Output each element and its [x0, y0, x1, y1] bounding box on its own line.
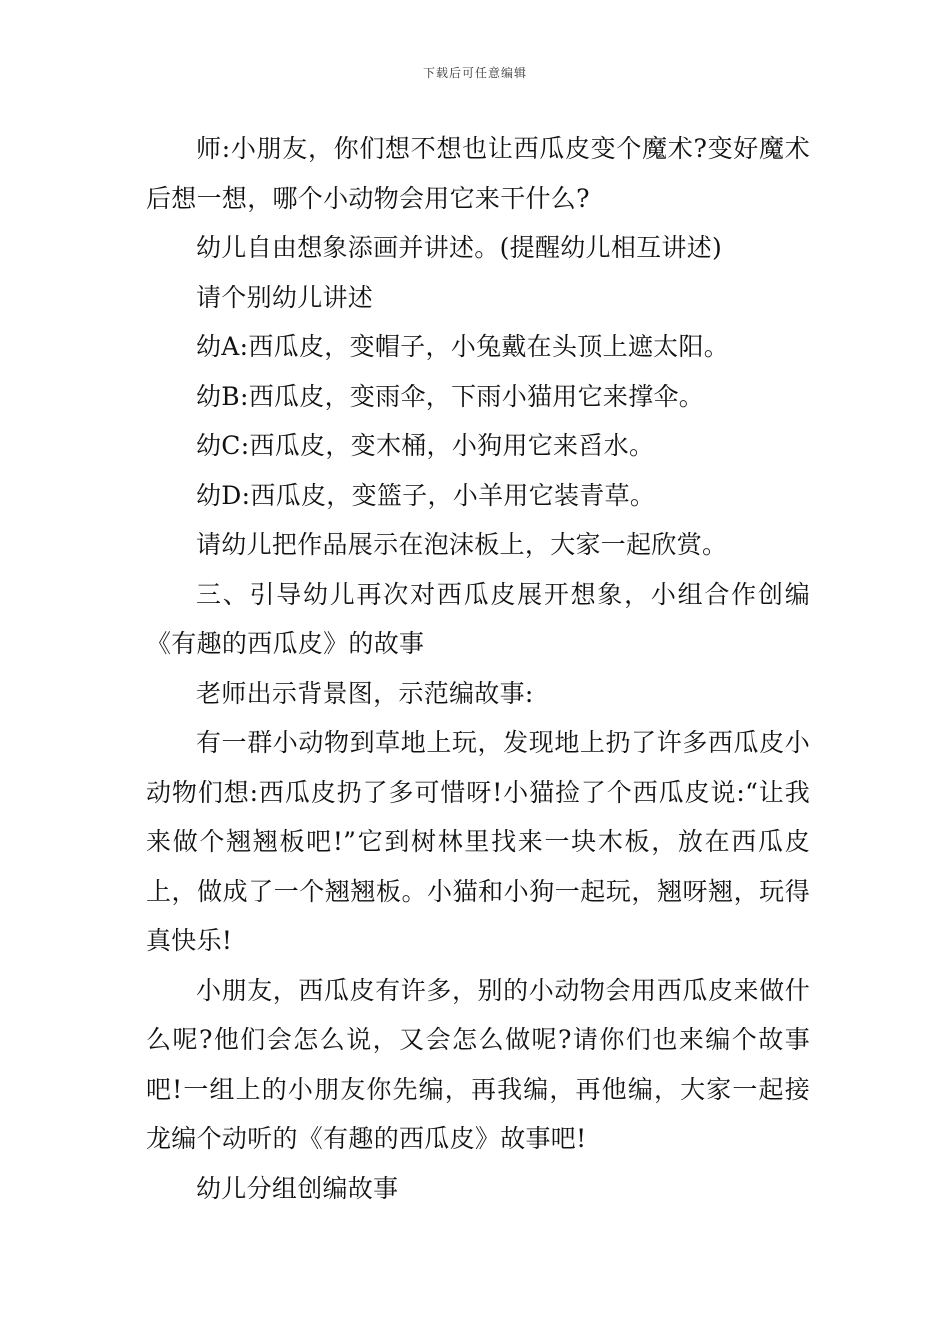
paragraph-group-story: 幼儿分组创编故事: [196, 1173, 399, 1203]
paragraph-individual-narration: 请个别幼儿讲述: [196, 282, 374, 312]
paragraph-child-c: 幼C:西瓜皮，变木桶，小狗用它来舀水。: [196, 431, 655, 460]
paragraph-story-example: 有一群小动物到草地上玩，发现地上扔了许多西瓜皮小动物们想:西瓜皮扔了多可惜呀!小猫捡了个西瓜皮说:“让我来做个翘翘板吧!”它到树林里找来一块木板，放在西瓜皮上，做成了一个翘翘板。小猫和小狗一起玩，翘呀翘，玩得真快乐!: [146, 728, 810, 955]
paragraph-child-b: 幼B:西瓜皮，变雨伞，下雨小猫用它来撑伞。: [196, 381, 705, 411]
paragraph-section-three: 三、引导幼儿再次对西瓜皮展开想象，小组合作创编《有趣的西瓜皮》的故事: [146, 579, 810, 658]
header-note: 下载后可任意编辑: [422, 66, 527, 80]
paragraph-child-a: 幼A:西瓜皮，变帽子，小兔戴在头顶上遮太阳。: [196, 332, 730, 361]
paragraph-story-prompt: 小朋友，西瓜皮有许多，别的小动物会用西瓜皮来做什么呢?他们会怎么说，又会怎么做呢?请你们也来编个故事吧!一组上的小朋友你先编，再我编，再他编，大家一起接龙编个动听的《有趣的西瓜皮》故事吧!: [146, 975, 810, 1153]
paragraph-display-works: 请幼儿把作品展示在泡沫板上，大家一起欣赏。: [196, 530, 728, 559]
paragraph-children-imagine: 幼儿自由想象添画并讲述。(提醒幼儿相互讲述): [196, 233, 723, 262]
paragraph-child-d: 幼D:西瓜皮，变篮子，小羊用它装青草。: [196, 480, 656, 510]
paragraph-teacher-demo: 老师出示背景图，示范编故事:: [196, 678, 534, 708]
document-body: [146, 124, 810, 1213]
paragraph-teacher-question: 师:小朋友，你们想不想也让西瓜皮变个魔术?变好魔术后想一想，哪个小动物会用它来干什么?: [146, 134, 810, 213]
